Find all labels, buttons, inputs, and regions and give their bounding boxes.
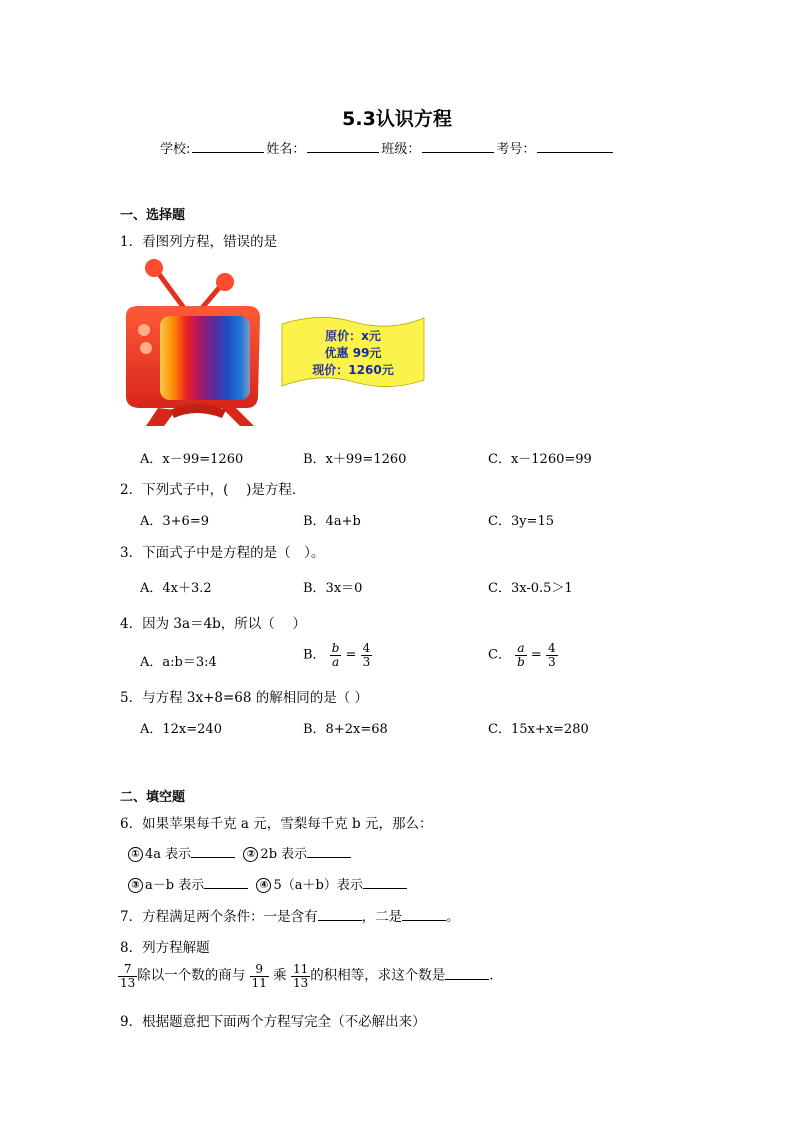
question-7-text-2: ，二是	[361, 909, 403, 925]
class-label: 班级：	[381, 142, 421, 157]
q4-option-b-fraction-left: $\frac{b}{a}$	[331, 641, 340, 669]
q3-option-b[interactable]: B．3x＝0	[303, 581, 363, 596]
q3-option-a[interactable]: A．4x＋3.2	[140, 581, 212, 596]
exam-no-label: 考号：	[496, 142, 536, 157]
q8-text-3: 的积相等，求这个数是	[310, 967, 446, 984]
original-price: 原价：x元	[325, 329, 381, 343]
q4-option-b-equals: =	[345, 647, 357, 663]
page-title: 5.3认识方程	[342, 108, 452, 130]
question-1-text: 1．看图列方程，错误的是	[120, 234, 278, 250]
q4-option-c-fraction-left: $\frac{a}{b}$	[517, 641, 525, 669]
q8-fraction-2: $\frac{9}{11}$	[251, 962, 267, 990]
q6-item-1	[128, 843, 351, 862]
name-label: 姓名：	[266, 142, 306, 157]
question-7-text-3: 。	[446, 909, 460, 925]
q3-option-c[interactable]: C．3x-0.5＞1	[488, 581, 573, 596]
q2-option-c[interactable]: C．3y=15	[488, 514, 554, 529]
q5-option-c[interactable]: C．15x+x=280	[488, 722, 589, 737]
q8-text-2: 乘	[273, 967, 287, 984]
q2-option-b[interactable]: B．4a+b	[303, 514, 361, 529]
discount: 优惠 99元	[324, 346, 382, 360]
question-9-text: 9．根据题意把下面两个方程写完全（不必解出来）	[120, 1014, 426, 1030]
circled-3-icon: ③	[128, 878, 143, 893]
q4-option-a[interactable]: A．a:b＝3:4	[140, 655, 217, 670]
q6-item-1-text: 4a 表示	[145, 847, 192, 862]
exam-no-blank[interactable]	[537, 139, 613, 153]
circled-1-icon: ①	[128, 847, 143, 862]
q2-option-a[interactable]: A．3+6=9	[140, 514, 209, 529]
school-label: 学校:	[160, 142, 191, 157]
q8-fraction-3: $\frac{11}{13}$	[292, 962, 309, 990]
question-3-text: 3．下面式子中是方程的是（ ）。	[120, 545, 325, 561]
question-2-text: 2．下列式子中，( )是方程．	[120, 482, 306, 498]
q1-option-a[interactable]: A．x－99=1260	[140, 452, 244, 467]
q8-text-1: 除以一个数的商与	[137, 967, 246, 984]
q5-option-b[interactable]: B．8+2x=68	[303, 722, 388, 737]
circled-2-icon: ②	[243, 847, 258, 862]
tv-illustration	[118, 258, 268, 430]
q7-blank-1[interactable]	[318, 908, 362, 921]
q6-item-3	[128, 874, 407, 893]
q1-option-b[interactable]: B．x＋99=1260	[303, 452, 407, 467]
question-8-body	[118, 963, 494, 989]
question-7	[120, 905, 460, 925]
question-6-text: 6．如果苹果每千克 a 元，雪梨每千克 b 元，那么：	[120, 816, 433, 832]
circled-4-icon: ④	[256, 878, 271, 893]
question-7-text-1: 7．方程满足两个条件：一是含有	[120, 909, 318, 925]
price-sign-text	[280, 328, 426, 379]
q4-option-c-label: C．	[488, 647, 511, 663]
q6-blank-4[interactable]	[363, 876, 407, 889]
name-blank[interactable]	[307, 139, 379, 153]
current-price: 现价：1260元	[312, 363, 394, 377]
q1-option-c[interactable]: C．x－1260=99	[488, 452, 592, 467]
q6-blank-2[interactable]	[307, 845, 351, 858]
school-blank[interactable]	[192, 139, 264, 153]
q4-option-c-equals: =	[530, 647, 542, 663]
q7-blank-2[interactable]	[402, 908, 446, 921]
q8-text-4: .	[489, 967, 494, 984]
student-info-line	[160, 138, 615, 157]
q6-blank-1[interactable]	[191, 845, 235, 858]
q6-blank-3[interactable]	[204, 876, 248, 889]
q4-option-c[interactable]	[488, 642, 558, 668]
section-heading-choice: 一、选择题	[120, 208, 186, 223]
q5-option-a[interactable]: A．12x=240	[140, 722, 222, 737]
section-heading-fill: 二、填空题	[120, 790, 186, 805]
q6-item-4-text: 5（a＋b）表示	[273, 878, 363, 893]
q4-option-b[interactable]	[303, 642, 372, 668]
q6-item-3-text: a－b 表示	[145, 878, 205, 893]
q4-option-b-fraction-right: $\frac{4}{3}$	[362, 641, 371, 669]
question-8-text: 8．列方程解题	[120, 940, 210, 956]
question-5-text: 5．与方程 3x+8=68 的解相同的是（ ）	[120, 690, 369, 706]
q8-blank[interactable]	[445, 967, 489, 980]
question-4-text: 4．因为 3a＝4b，所以（ ）	[120, 616, 307, 632]
q6-item-2-text: 2b 表示	[260, 847, 308, 862]
q8-fraction-1: $\frac{7}{13}$	[120, 962, 136, 990]
q4-option-b-label: B．	[303, 647, 326, 663]
q4-option-c-fraction-right: $\frac{4}{3}$	[547, 641, 556, 669]
class-blank[interactable]	[422, 139, 494, 153]
